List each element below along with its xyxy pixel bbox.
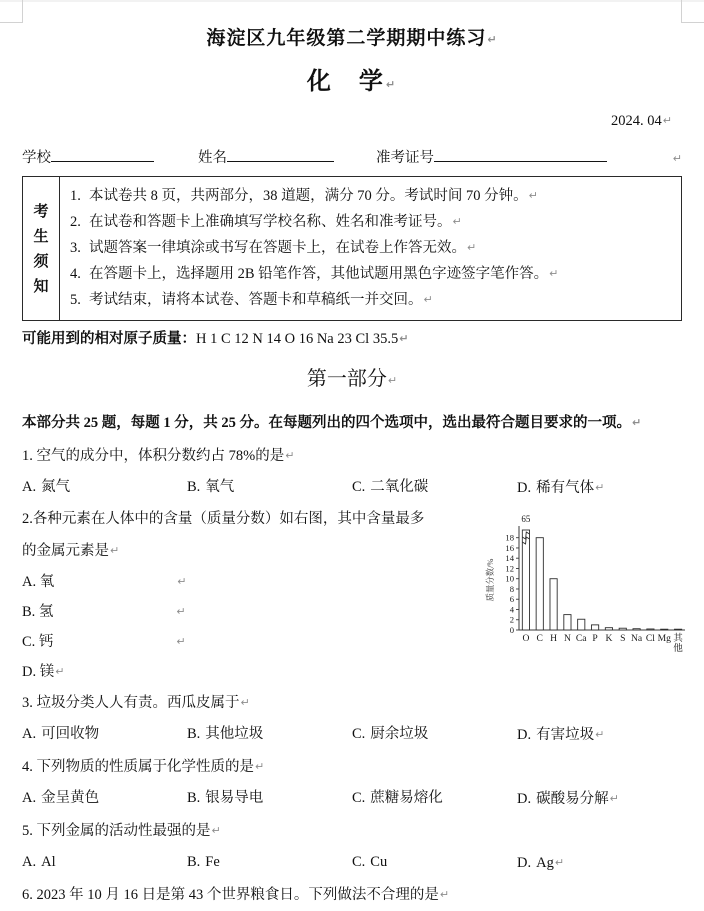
pilcrow-icon: ↵	[177, 575, 187, 588]
option-d[interactable]	[517, 472, 682, 504]
atomic-mass-values: H 1 C 12 N 14 O 16 Na 23 Cl 35.5	[196, 331, 399, 347]
notice-item-number: 1.	[70, 188, 81, 204]
option-text: 二氧化碳	[370, 479, 429, 495]
svg-text:2: 2	[509, 614, 514, 625]
option-b[interactable]	[187, 783, 352, 815]
question-3	[22, 687, 682, 751]
notice-item-text: 考试结束，请将本试卷、答题卡和草稿纸一并交回。	[89, 292, 423, 308]
question-2-stem-line-1	[22, 504, 482, 535]
question-3-stem	[22, 687, 682, 719]
option-text: 银易导电	[205, 790, 264, 806]
option-c[interactable]	[352, 783, 517, 815]
notice-title-char: 知	[33, 278, 49, 295]
question-1	[22, 440, 682, 504]
subject-title	[22, 65, 682, 102]
element-content-bar-chart	[485, 502, 690, 662]
notice-item-number: 3.	[70, 240, 81, 256]
question-stem-text: 2023 年 10 月 16 日是第 43 个世界粮食日。下列做法不合理的是	[36, 887, 439, 903]
school-field[interactable]	[22, 146, 154, 169]
svg-text:质量分数/%: 质量分数/%	[486, 558, 495, 602]
exam-id-input-blank[interactable]	[434, 146, 607, 162]
pilcrow-icon: ↵	[595, 728, 605, 741]
page-title-text: 海淀区九年级第二学期期中练习	[206, 28, 487, 49]
option-text: Fe	[205, 854, 220, 870]
part-one-heading	[22, 364, 682, 396]
svg-text:0: 0	[509, 625, 514, 635]
question-number: 4.	[22, 759, 33, 775]
page-corner-mark-top-left	[0, 0, 23, 23]
question-stem-text: 垃圾分类人人有责。西瓜皮属于	[36, 695, 240, 711]
pilcrow-icon: ↵	[387, 374, 398, 387]
svg-text:O: O	[522, 633, 530, 644]
option-label: D.	[517, 791, 532, 807]
question-stem-text: 的金属元素是	[22, 543, 109, 559]
option-label: C.	[352, 479, 366, 495]
option-a[interactable]	[22, 719, 187, 751]
svg-text:16: 16	[505, 542, 514, 553]
svg-text:6: 6	[509, 594, 514, 605]
question-5-options	[22, 847, 682, 879]
option-text: 稀有气体	[536, 480, 595, 496]
option-text: 氧	[39, 574, 55, 590]
option-d[interactable]	[517, 847, 682, 879]
page-content	[22, 24, 682, 911]
pilcrow-icon: ↵	[662, 114, 672, 127]
question-4-options	[22, 783, 682, 815]
atomic-mass-label: 可能用到的相对原子质量：	[22, 331, 196, 347]
notice-item-number: 4.	[70, 266, 81, 282]
option-b[interactable]	[187, 719, 352, 751]
option-label: B.	[22, 604, 36, 620]
option-d[interactable]	[517, 719, 682, 751]
school-input-blank[interactable]	[51, 146, 154, 162]
pilcrow-icon: ↵	[176, 605, 186, 618]
question-4	[22, 751, 682, 815]
option-text: 氧气	[205, 479, 235, 495]
svg-text:8: 8	[509, 583, 514, 594]
pilcrow-icon: ↵	[285, 449, 295, 462]
pilcrow-icon: ↵	[385, 78, 398, 91]
notice-title-char: 考	[33, 203, 49, 220]
pilcrow-icon: ↵	[399, 332, 409, 345]
pilcrow-icon: ↵	[452, 215, 462, 228]
pilcrow-icon: ↵	[672, 152, 682, 165]
svg-text:其: 其	[673, 633, 683, 644]
notice-item-number: 2.	[70, 214, 81, 230]
svg-text:Mg: Mg	[657, 633, 671, 644]
option-label: D.	[517, 480, 532, 496]
question-number: 1.	[22, 448, 33, 464]
option-label: A.	[22, 574, 37, 590]
svg-text:他: 他	[673, 643, 683, 654]
pilcrow-icon: ↵	[110, 544, 120, 557]
question-stem-text: 下列金属的活动性最强的是	[36, 823, 211, 839]
identification-line	[22, 146, 682, 170]
subject-title-text: 化 学	[306, 69, 385, 95]
option-text: 其他垃圾	[205, 726, 264, 742]
option-text: 厨余垃圾	[370, 726, 429, 742]
question-1-options	[22, 472, 682, 504]
option-label: D.	[22, 664, 37, 680]
question-4-stem	[22, 751, 682, 783]
pilcrow-icon: ↵	[211, 824, 221, 837]
option-label: C.	[352, 726, 366, 742]
notice-item	[70, 235, 675, 261]
option-label: A.	[22, 726, 37, 742]
option-label: C.	[352, 790, 366, 806]
option-text: 钙	[38, 634, 54, 650]
svg-text:Na: Na	[630, 633, 643, 644]
svg-text:H: H	[550, 633, 558, 644]
pilcrow-icon: ↵	[595, 481, 605, 494]
question-number: 3.	[22, 695, 33, 711]
notice-items	[60, 177, 681, 320]
option-label: D.	[517, 727, 532, 743]
option-label: A.	[22, 479, 37, 495]
option-label: A.	[22, 790, 37, 806]
svg-text:P: P	[592, 633, 598, 644]
svg-text:14: 14	[505, 553, 514, 564]
option-text: Cu	[370, 854, 388, 870]
name-label: 姓名	[198, 150, 227, 166]
option-label: B.	[187, 854, 201, 870]
svg-text:10: 10	[505, 573, 514, 584]
pilcrow-icon: ↵	[240, 696, 250, 709]
pilcrow-icon: ↵	[439, 888, 450, 901]
pilcrow-icon: ↵	[467, 241, 477, 254]
relative-atomic-mass-line	[22, 328, 682, 350]
svg-text:S: S	[620, 633, 626, 644]
option-text: 有害垃圾	[536, 727, 595, 743]
svg-text:C: C	[536, 633, 543, 644]
bar-chart-svg	[485, 502, 690, 662]
option-label: B.	[187, 790, 201, 806]
question-2-stem	[22, 504, 482, 567]
notice-title-char: 生	[33, 228, 49, 245]
part-one-intro-text: 本部分共 25 题，每题 1 分，共 25 分。在每题列出的四个选项中，选出最符合题目要求的一项。	[22, 415, 631, 431]
question-number: 2.	[22, 511, 33, 527]
option-label: C.	[22, 634, 36, 650]
svg-text:12: 12	[505, 563, 514, 574]
notice-item-text: 在答题卡上，选择题用 2B 铅笔作答，其他试题用黑色字迹签字笔作答。	[89, 266, 549, 282]
option-c[interactable]	[352, 472, 517, 504]
option-text: Ag	[536, 855, 554, 871]
svg-text:Cl: Cl	[645, 633, 655, 644]
notice-item-text: 在试卷和答题卡上准确填写学校名称、姓名和准考证号。	[89, 214, 452, 230]
option-d[interactable]	[517, 783, 682, 815]
option-a[interactable]	[22, 472, 187, 504]
pilcrow-icon: ↵	[423, 293, 433, 306]
pilcrow-icon: ↵	[176, 635, 186, 648]
option-a[interactable]	[22, 783, 187, 815]
svg-text:Ca: Ca	[575, 633, 587, 644]
name-field[interactable]	[198, 146, 334, 169]
option-text: 碳酸易分解	[536, 791, 609, 807]
option-text: 氮气	[41, 479, 71, 495]
notice-title-char: 须	[33, 253, 49, 270]
notice-item	[70, 287, 675, 313]
exam-date	[22, 110, 682, 132]
exam-id-label: 准考证号	[376, 150, 434, 166]
pilcrow-icon: ↵	[528, 189, 538, 202]
question-stem-text: 空气的成分中，体积分数约占 78%的是	[36, 448, 285, 464]
page-top-rule	[0, 0, 704, 2]
school-label: 学校	[22, 150, 51, 166]
pilcrow-icon: ↵	[55, 665, 65, 678]
option-c[interactable]	[352, 847, 517, 879]
notice-item-text: 试题答案一律填涂或书写在答题卡上，在试卷上作答无效。	[89, 240, 466, 256]
pilcrow-icon: ↵	[632, 416, 642, 429]
option-text: 氢	[38, 604, 54, 620]
notice-item	[70, 209, 675, 235]
question-stem-text: 各种元素在人体中的含量（质量分数）如右图，其中含量最多	[32, 511, 425, 527]
option-text: 蔗糖易熔化	[370, 790, 443, 806]
notice-item	[70, 261, 675, 287]
option-text: 镁	[39, 664, 55, 680]
question-5	[22, 815, 682, 879]
pilcrow-icon: ↵	[554, 856, 565, 869]
question-5-stem	[22, 815, 682, 847]
part-one-intro	[22, 408, 682, 438]
pilcrow-icon: ↵	[549, 267, 559, 280]
page-corner-mark-top-right	[681, 0, 704, 23]
option-b[interactable]	[187, 847, 352, 879]
notice-item	[70, 183, 675, 209]
option-text: 可回收物	[41, 726, 100, 742]
svg-text:K: K	[605, 633, 613, 644]
name-input-blank[interactable]	[227, 146, 334, 162]
svg-text:N: N	[563, 633, 571, 644]
option-label: D.	[517, 855, 532, 871]
notice-box-title	[23, 177, 60, 320]
notice-item-text: 本试卷共 8 页，共两部分，38 道题，满分 70 分。考试时间 70 分钟。	[89, 188, 528, 204]
question-1-stem	[22, 440, 682, 472]
option-a[interactable]	[22, 847, 187, 879]
page-title	[22, 24, 682, 55]
option-text: 金呈黄色	[41, 790, 100, 806]
pilcrow-icon: ↵	[255, 760, 265, 773]
svg-text:4: 4	[509, 604, 514, 615]
option-label: A.	[22, 854, 37, 870]
question-stem-text: 下列物质的性质属于化学性质的是	[36, 759, 254, 775]
exam-date-text: 2024. 04	[611, 113, 662, 129]
question-number: 6.	[22, 887, 33, 903]
svg-text:65: 65	[521, 514, 531, 524]
question-6-stem	[22, 879, 682, 911]
question-2-stem-line-2	[22, 535, 482, 567]
question-2	[22, 504, 682, 687]
question-6	[22, 879, 682, 911]
option-label: B.	[187, 479, 201, 495]
option-b[interactable]	[187, 472, 352, 504]
candidate-notice-box	[22, 176, 682, 321]
question-number: 5.	[22, 823, 33, 839]
pilcrow-icon: ↵	[609, 792, 619, 805]
question-3-options	[22, 719, 682, 751]
pilcrow-icon: ↵	[487, 33, 498, 46]
part-one-heading-text: 第一部分	[306, 368, 387, 390]
exam-id-field[interactable]	[376, 146, 607, 169]
option-text: Al	[41, 854, 56, 870]
option-c[interactable]	[352, 719, 517, 751]
option-label: B.	[187, 726, 201, 742]
notice-item-number: 5.	[70, 292, 81, 308]
option-label: C.	[352, 854, 366, 870]
svg-text:18: 18	[505, 532, 514, 543]
